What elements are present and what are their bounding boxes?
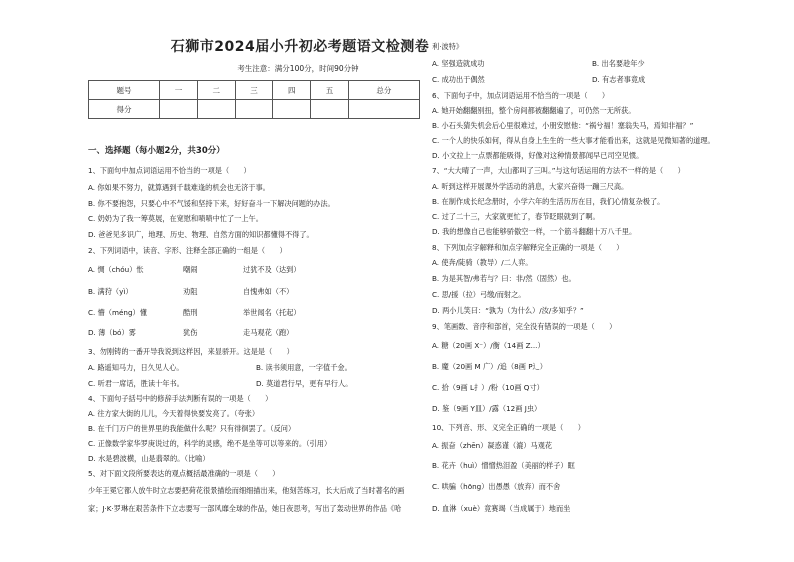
- score-input-cell[interactable]: [235, 100, 273, 119]
- option-9c: C. 拾（9画 L扌）/粉（10画 Q寸）: [432, 383, 544, 392]
- option-7d: D. 我的想像自己也能够骄傲空一样，一个筋斗翻翻十万八千里。: [432, 227, 637, 236]
- score-header-cell: 二: [197, 81, 235, 100]
- question-8: 8、下列加点字解释和加点字解释完全正确的一项是（ ）: [432, 243, 624, 252]
- option-6a: A. 她开始翻翻别扭，整个房间都被翻翻遍了，可仍然一无所获。: [432, 106, 636, 115]
- score-header-cell: 总分: [348, 81, 419, 100]
- option-2c-idiom: 举世闻名（托起）: [243, 308, 301, 317]
- option-10d: D. 血淋（xuè）竟赛竭（当成属于）地而坐: [432, 504, 571, 513]
- question-6: 6、下面句子中，加点词语运用不恰当的一项是（ ）: [432, 91, 610, 100]
- option-5c: C. 成功出于偶然: [432, 75, 485, 84]
- option-2d-word: D. 薄（bó）雾: [88, 328, 136, 337]
- option-10b: B. 花卉（huì）憎憎热泪盈（美丽的样子）眶: [432, 461, 575, 470]
- option-3b: B. 读书须用意，一字值千金。: [256, 363, 352, 372]
- option-1d: D. 爸爸见多识广，地理、历史、物理、自然方面的知识都懂得不得了。: [88, 230, 314, 239]
- option-1a: A. 你如果不努力，就算遇到千载难逢的机会也无济于事。: [88, 183, 270, 192]
- exam-title: 石狮市2024届小升初必考题语文检测卷: [170, 39, 430, 55]
- option-9d: D. 鉴（9画 Y皿）/露（12画 J虫）: [432, 404, 542, 413]
- passage-continuation: 利·波特》: [432, 42, 464, 51]
- option-2b-word: B. 满狩（yì）: [88, 287, 133, 296]
- option-6b: B. 小石头猜失机会后心里很难过，小朋安慰他：“祸兮福！塞翁失马，焉知非福？”: [432, 121, 694, 130]
- option-7c: C. 过了二十三，大家就更忙了，春节眨眼就到了啊。: [432, 212, 600, 221]
- option-4c: C. 正像数学家华罗庚说过的，科学的灵感，绝不是坐等可以等来的。（引用）: [88, 439, 332, 448]
- score-header-cell: 四: [273, 81, 311, 100]
- option-2d-word2: 犹伤: [183, 328, 198, 337]
- score-input-cell[interactable]: [160, 100, 198, 119]
- option-2a-word: A. 惆（chóu）怅: [88, 265, 144, 274]
- question-7: 7、“大大晴了一声，大山都叫了三叫。”与这句话运用的方法不一样的是（ ）: [432, 166, 685, 175]
- option-4a: A. 往方家大街的儿儿，今天着得快要发亮了。（夸张）: [88, 409, 260, 418]
- option-2a-word2: 嘲闹: [183, 265, 198, 274]
- option-8a: A. 使奔/陡骑（教导）/二人弈。: [432, 258, 533, 267]
- score-header-cell: 题号: [89, 81, 160, 100]
- option-2d-idiom: 走马观花（跑）: [243, 328, 294, 337]
- option-5a: A. 坚强造就成功: [432, 59, 485, 68]
- score-header-cell: 五: [311, 81, 349, 100]
- option-3a: A. 路遥知马力，日久见人心。: [88, 363, 184, 372]
- option-8b: B. 为是其智/弗若与？曰：非/然（固然）也。: [432, 274, 576, 283]
- option-5d: D. 有志者事竟成: [592, 75, 646, 84]
- option-6c: C. 一个人的快乐如何，得从自身上生生的一些大事才能看出来，这就是见微知著的道理。: [432, 136, 715, 145]
- option-8c: C. 思/援（拉）弓缴/而射之。: [432, 290, 526, 299]
- score-input-cell[interactable]: [348, 100, 419, 119]
- option-4b: B. 在千门万户的世界里的我能做什么呢？只有徘徊罢了。（反问）: [88, 424, 296, 433]
- score-input-cell[interactable]: [197, 100, 235, 119]
- question-5: 5、对下面文段所要表达的观点概括最准确的一项是（ ）: [88, 469, 280, 478]
- question-9: 9、笔画数、音序和部首，完全没有错误的一项是（ ）: [432, 322, 617, 331]
- option-1b: B. 你不要抱怨，只要心中不气馁和坚持下来，好好奋斗一下解决问题的办法。: [88, 199, 335, 208]
- passage-line-1: 少年王冕它都人放牛时立志要把荷花很景描绘而细细描出来，他刻苦练习，长大后成了当时著名的画: [88, 486, 405, 495]
- score-row-label: 得分: [89, 100, 160, 119]
- option-10c: C. 哄骗（hōng）出愚愚（放弃）而不舍: [432, 482, 561, 491]
- option-3d: D. 莫道君行早，更有早行人。: [256, 379, 353, 388]
- question-1: 1、下面句中加点词语运用不恰当的一项是（ ）: [88, 166, 251, 175]
- passage-line-2: 家；J·K·罗琳在艰苦条件下立志要写一部风靡全球的作品，她日夜思考，写出了轰动世界的作品《哈: [88, 504, 402, 513]
- section-heading: 一、选择题（每小题2分，共30分）: [88, 146, 225, 156]
- score-value-row: [89, 100, 420, 119]
- score-input-cell[interactable]: [273, 100, 311, 119]
- option-9a: A. 糖（20画 X⁻）/衡（14画 Z...）: [432, 341, 545, 350]
- option-2b-word2: 劝阻: [183, 287, 198, 296]
- option-2a-idiom: 过犹不及（达到）: [243, 265, 301, 274]
- question-2: 2、下列词语中，读音、字形、注释全部正确的一组是（ ）: [88, 246, 287, 255]
- option-7a: A. 听到这样开展课外学活动的消息，大家兴奋得一蹦三尺高。: [432, 182, 629, 191]
- score-table: [88, 80, 420, 119]
- option-9b: B. 魔（20画 M 广）/追（8画 P辶）: [432, 362, 547, 371]
- option-8d: D. 两小儿笑曰：“孰为（为什么）/汝/多知乎？”: [432, 306, 584, 315]
- question-4: 4、下面句子括号中的修辞手法判断有误的一项是（ ）: [88, 394, 273, 403]
- score-header-row: [89, 81, 420, 100]
- score-header-cell: 一: [160, 81, 198, 100]
- option-1c: C. 奶奶为了我一筹莫展，在宽慰和啧啧中忙了一上午。: [88, 214, 263, 223]
- question-10: 10、下列音、形、义完全正确的一项是（ ）: [432, 423, 585, 432]
- option-2c-word2: 酷刑: [183, 308, 198, 317]
- option-5b: B. 出名要趁年少: [592, 59, 645, 68]
- option-10a: A. 振奋（zhēn）凝惑谨（漉）马观花: [432, 441, 553, 450]
- option-7b: B. 在制作成长纪念册时，小学六年的生活历历在目，我们心情复杂极了。: [432, 197, 665, 206]
- exam-notice: 考生注意：满分100分，时间90分钟: [237, 64, 359, 73]
- option-4d: D. 水是碧波横，山是翡翠的。（比喻）: [88, 454, 210, 463]
- option-3c: C. 听君一席话，胜读十年书。: [88, 379, 184, 388]
- score-header-cell: 三: [235, 81, 273, 100]
- question-3: 3、勿刚铸的一番开导我说到这样因，来显骄开。这是是（ ）: [88, 347, 294, 356]
- option-6d: D. 小文拉上一点票都能吸得，好像对这种情景都闻早已司空见惯。: [432, 151, 644, 160]
- option-2b-idiom: 自愧弗如（不）: [243, 287, 294, 296]
- score-input-cell[interactable]: [311, 100, 349, 119]
- option-2c-word: C. 懵（méng）懂: [88, 308, 147, 317]
